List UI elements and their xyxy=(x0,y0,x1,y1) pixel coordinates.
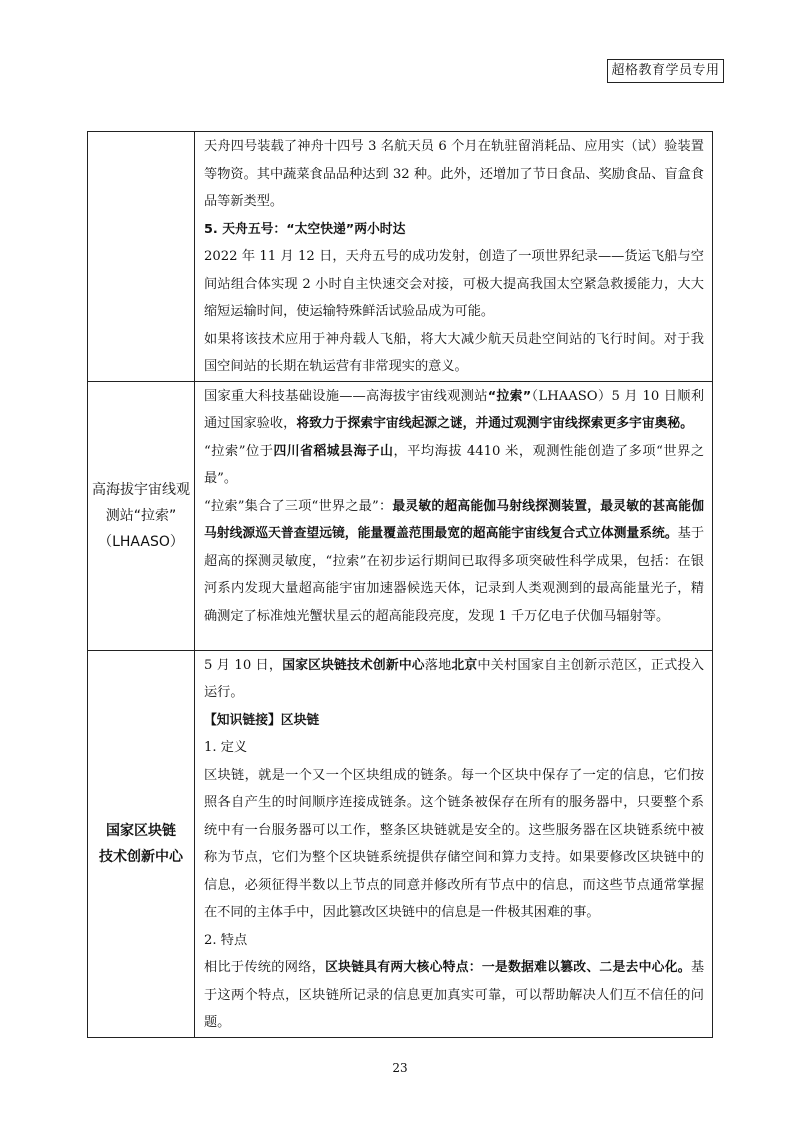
text-run: 基于超高的探测灵敏度，“拉索”在初步运行期间已取得多项突破性科学成果，包括：在银河系内发现大量超高能宇宙加速器候选天体，记录到人类观测到的最高能量光子，精确测定了标准烛光蟹状星云的超高能段亮度，发现 1 千万亿电子伏伽马辐射等。 xyxy=(204,526,705,624)
paragraph: 区块链，就是一个又一个区块组成的链条。每一个区块中保存了一定的信息，它们按照各自产生的时间顺序连接成链条。这个链条被保存在所有的服务器中，只要整个系统中有一台服务器可以工作，整条区块链就是安全的。这些服务器在区块链系统中被称为节点，它们为整个区块链系统提供存储空间和算力支持。如果要修改区块链中的信息，必须征得半数以上节点的同意并修改所有节点中的信息，而这些节点通常掌握在不同的主体手中，因此篡改区块链中的信息是一件极其困难的事。 xyxy=(204,767,704,920)
header-tag: 超格教育学员专用 xyxy=(607,59,724,83)
row-content xyxy=(195,381,713,650)
bold-run: 国家区块链技术创新中心 xyxy=(282,657,425,673)
text-run: （LHAASO）5 月 10 日顺利通过国家验收， xyxy=(204,388,705,431)
subheading: 2. 特点 xyxy=(204,932,248,948)
table-row xyxy=(88,650,713,1037)
table-row xyxy=(88,381,713,650)
row-label-line: （LHAASO） xyxy=(98,533,184,550)
section-heading: 【知识链接】区块链 xyxy=(204,712,320,728)
subheading: 1. 定义 xyxy=(204,740,248,755)
bold-run: 北京 xyxy=(451,657,478,673)
text-run: “拉索”集合了三项“世界之最”： xyxy=(204,498,393,514)
paragraph xyxy=(204,438,704,493)
page-number: 23 xyxy=(392,1061,408,1075)
bold-run: “拉索” xyxy=(487,388,532,404)
row-content xyxy=(195,650,713,1037)
row-label xyxy=(88,650,195,1037)
table-row xyxy=(88,132,713,382)
paragraph xyxy=(204,493,704,631)
paragraph xyxy=(204,652,704,707)
paragraph xyxy=(204,383,704,438)
content-table xyxy=(87,131,713,1038)
bold-run: 将致力于探索宇宙线起源之谜，并通过观测宇宙线探索更多宇宙奥秘。 xyxy=(296,416,694,431)
paragraph: 如果将该技术应用于神舟载人飞船，将大大减少航天员赴空间站的飞行时间。对于我国空间站的长期在轨运营有非常现实的意义。 xyxy=(204,331,704,374)
row-label-empty xyxy=(88,132,195,382)
text-run: “拉索”位于 xyxy=(204,443,274,459)
row-label-line: 测站“拉索” xyxy=(105,507,177,524)
row-label-line: 国家区块链 xyxy=(106,822,176,839)
text-run: 落地 xyxy=(424,657,452,673)
section-heading: 5. 天舟五号：“太空快递”两小时达 xyxy=(204,221,406,237)
text-run: 5 月 10 日， xyxy=(204,657,283,673)
text-run: ，平均海拔 4410 米，观测性能创造了多项“世界之最”。 xyxy=(204,443,705,486)
paragraph xyxy=(204,954,704,1037)
bold-run: 最灵敏的超高能伽马射线探测装置，最灵敏的甚高能伽马射线源巡天普查望远镜，能量覆盖范围最宽的超高能宇宙线复合式立体测量系统。 xyxy=(204,498,704,541)
text-run: 国家重大科技基础设施——高海拔宇宙线观测站 xyxy=(204,388,488,404)
bold-run: 区块链具有两大核心特点：一是数据难以篡改、二是去中心化。 xyxy=(325,960,691,975)
bold-run: 四川省稻城县海子山 xyxy=(273,443,394,459)
text-run: 基于这两个特点，区块链所记录的信息更加真实可靠，可以帮助解决人们互不信任的问题。 xyxy=(204,960,705,1030)
paragraph: 天舟四号装载了神舟十四号 3 名航天员 6 个月在轨驻留消耗品、应用实（试）验装置等物资。其中蔬菜食品品种达到 32 种。此外，还增加了节日食品、奖励食品、盲盒食品等新类型。 xyxy=(204,139,704,209)
row-label xyxy=(88,381,195,650)
row-content xyxy=(195,132,713,382)
row-label-line: 技术创新中心 xyxy=(99,848,183,865)
paragraph: 2022 年 11 月 12 日，天舟五号的成功发射，创造了一项世界纪录——货运飞船与空间站组合体实现 2 小时自主快速交会对接，可极大提高我国太空紧急救援能力，大大缩短运输时间，使运输特殊鲜活试验品成为可能。 xyxy=(204,249,704,319)
text-run: 相比于传统的网络， xyxy=(204,960,326,975)
text-run: 中关村国家自主创新示范区，正式投入运行。 xyxy=(204,657,705,700)
row-label-line: 高海拔宇宙线观 xyxy=(92,481,190,498)
